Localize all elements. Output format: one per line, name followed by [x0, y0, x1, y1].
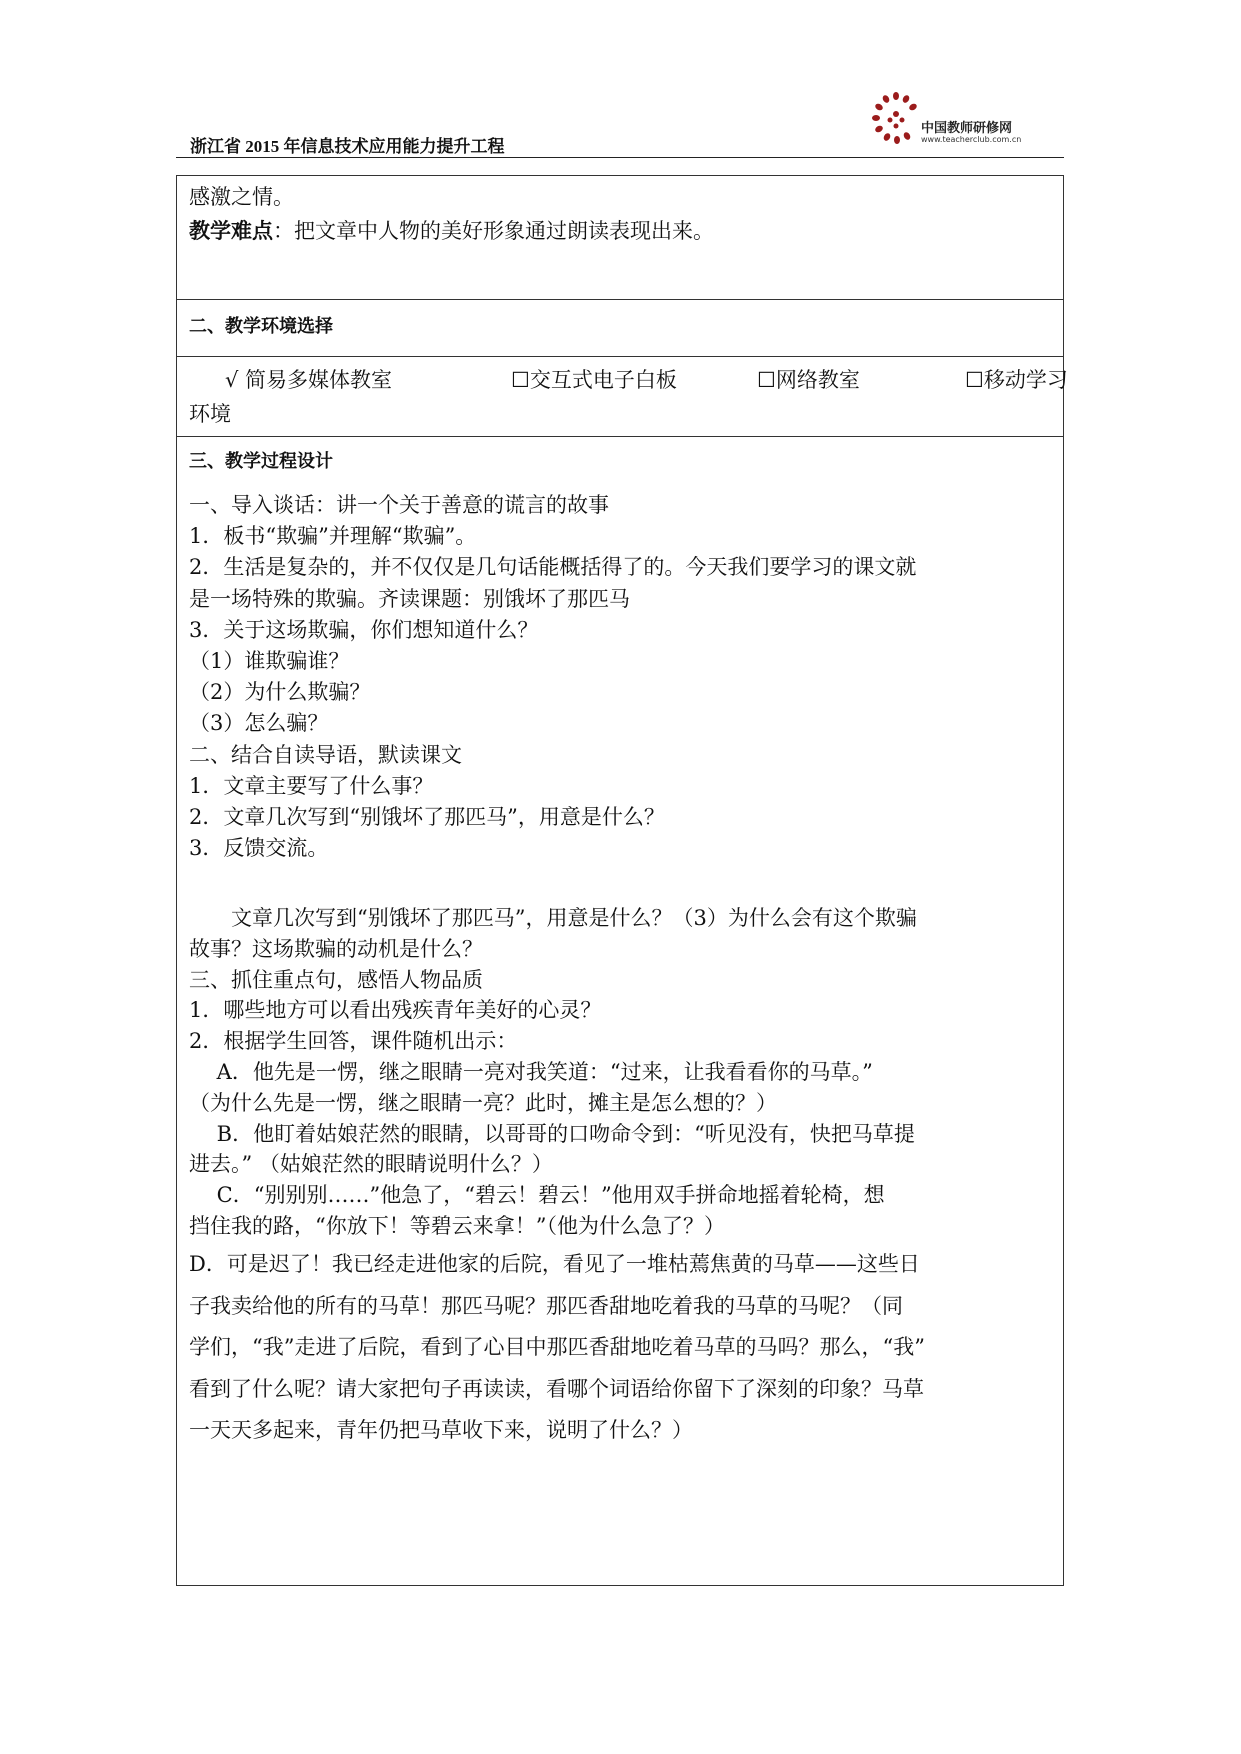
text-line: 学们，“我”走进了后院，看到了心目中那匹香甜地吃着马草的马吗？那么，“我”	[189, 1335, 925, 1359]
option-mobile-learning[interactable]: ☐移动学习	[965, 368, 1068, 392]
text-line: 2．生活是复杂的，并不仅仅是几句话能概括得了的。今天我们要学习的课文就	[189, 555, 917, 580]
text-line: 3．反馈交流。	[189, 836, 329, 861]
text-line: 一天天多起来，青年仍把马草收下来，说明了什么？）	[189, 1418, 693, 1442]
text-line: 1．板书“欺骗”并理解“欺骗”。	[189, 524, 477, 549]
text-line: A．他先是一愣，继之眼睛一亮对我笑道：“过来，让我看看你的马草。”	[189, 1060, 873, 1084]
text-line: 一、导入谈话：讲一个关于善意的谎言的故事	[189, 493, 609, 517]
text-line: 感激之情。	[189, 185, 294, 209]
text-line: 故事？这场欺骗的动机是什么？	[189, 936, 483, 961]
environment-options-cell	[177, 357, 1068, 437]
text-line: 子我卖给他的所有的马草！那匹马呢？那匹香甜地吃着我的马草的马呢？（同	[189, 1293, 903, 1318]
text-line: 2．文章几次写到“别饿坏了那匹马”，用意是什么？	[189, 805, 665, 829]
logo-url: www.teacherclub.com.cn	[921, 135, 1022, 144]
text-line: 是一场特殊的欺骗。齐读课题：别饿坏了那匹马	[189, 586, 630, 611]
option-network-classroom[interactable]: ☐网络教室	[757, 368, 860, 392]
text-line: 文章几次写到“别饿坏了那匹马”，用意是什么？（3）为什么会有这个欺骗	[189, 906, 917, 930]
text-line: （1）谁欺骗谁？	[189, 649, 350, 673]
option-simple-multimedia[interactable]: √ 简易多媒体教室	[225, 368, 393, 392]
text-line: 3．关于这场欺骗，你们想知道什么？	[189, 617, 539, 642]
page-header	[176, 90, 1064, 156]
header-title: 浙江省 2015 年信息技术应用能力提升工程	[190, 137, 505, 156]
process-design-cell	[177, 437, 1063, 1587]
text-line: 进去。” （姑娘茫然的眼睛说明什么？）	[189, 1152, 553, 1177]
text-line: （3）怎么骗？	[189, 711, 329, 736]
text-line: 三、抓住重点句，感悟人物品质	[189, 967, 483, 992]
key-points-cell	[177, 176, 1063, 300]
text-line: 1．哪些地方可以看出残疾青年美好的心灵？	[189, 998, 602, 1023]
text-line: （为什么先是一愣，继之眼睛一亮？此时，摊主是怎么想的？）	[189, 1090, 777, 1115]
difficulty-line	[189, 214, 1051, 248]
difficulty-text: ：把文章中人物的美好形象通过朗读表现出来。	[273, 219, 714, 243]
logo	[866, 90, 1066, 148]
option-interactive-whiteboard[interactable]: ☐交互式电子白板	[511, 368, 677, 392]
text-line: D．可是迟了！我已经走进他家的后院，看见了一堆枯蔫焦黄的马草——这些日	[189, 1252, 920, 1276]
text-line: 二、结合自读导语，默读课文	[189, 742, 462, 767]
lesson-plan-table	[176, 175, 1068, 1586]
text-line: 挡住我的路，“你放下！等碧云来拿！”（他为什么急了？）	[189, 1214, 725, 1238]
logo-text: 中国教师研修网	[921, 121, 1013, 136]
text-line: B．他盯着姑娘茫然的眼睛，以哥哥的口吻命令到：“听见没有，快把马草提	[189, 1121, 915, 1146]
section-heading: 三、教学过程设计	[189, 451, 333, 472]
environment-options	[189, 363, 1068, 397]
difficulty-label: 教学难点	[189, 218, 273, 243]
text-line: 看到了什么呢？请大家把句子再读读，看哪个词语给你留下了深刻的印象？马草	[189, 1376, 924, 1401]
header-divider	[176, 157, 1064, 158]
section-heading: 二、教学环境选择	[189, 316, 333, 337]
text-line: 1．文章主要写了什么事？	[189, 773, 434, 798]
option-wrap-text: 环境	[189, 402, 231, 426]
text-line: 2．根据学生回答，课件随机出示：	[189, 1029, 518, 1054]
text-line: C．“别别别……”他急了，“碧云！碧云！”他用双手拼命地摇着轮椅，想	[189, 1183, 885, 1208]
text-line: （2）为什么欺骗？	[189, 680, 371, 705]
section2-heading-cell	[177, 300, 1063, 357]
logo-icon	[866, 90, 926, 148]
